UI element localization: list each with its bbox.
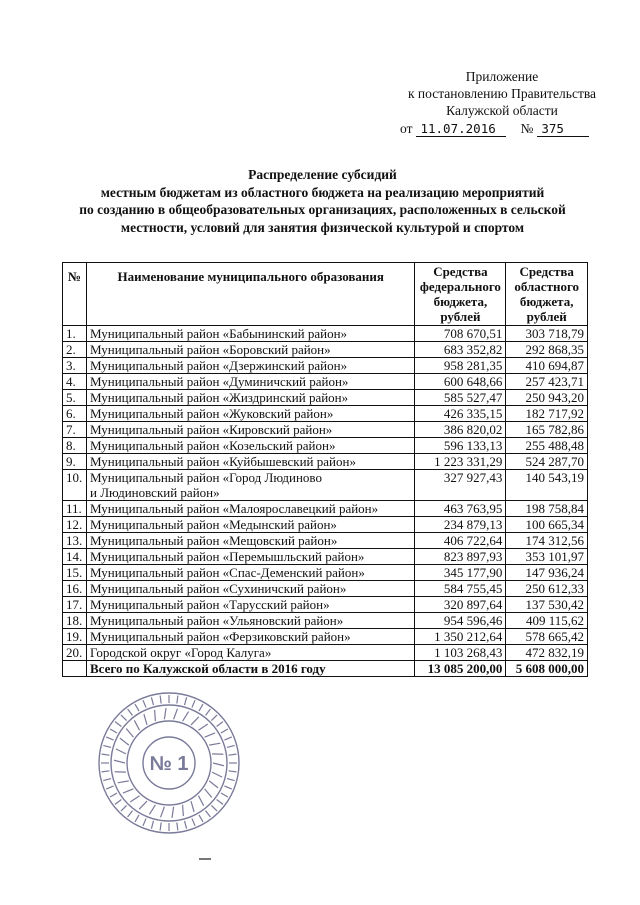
seal-number: № 1 <box>149 753 189 775</box>
municipality-name <box>87 533 415 549</box>
scan-mark <box>199 858 211 860</box>
seal-ring-mark <box>106 737 113 740</box>
appendix-header <box>392 68 612 119</box>
seal-ring-mark <box>128 709 133 715</box>
seal-inner-mark <box>155 710 156 721</box>
row-number: 16. <box>63 581 87 597</box>
seal-ring-mark <box>211 805 217 811</box>
municipality-name-line: Муниципальный район «Тарусский район» <box>90 597 330 612</box>
table-row <box>63 645 588 661</box>
seal-ring-mark <box>227 745 235 747</box>
regional-amount: 140 543,19 <box>506 470 588 501</box>
municipality-name <box>87 326 415 342</box>
total-label: Всего по Калужской области в 2016 году <box>87 661 415 677</box>
seal-inner-mark <box>164 708 166 719</box>
row-number: 7. <box>63 422 87 438</box>
header-municipality: Наименование муниципального образования <box>87 263 415 326</box>
seal-inner-mark <box>120 738 129 745</box>
federal-amount: 683 352,82 <box>415 342 506 358</box>
federal-amount: 584 755,45 <box>415 581 506 597</box>
total-row <box>63 661 588 677</box>
number-label: № <box>520 121 534 136</box>
federal-amount: 234 879,13 <box>415 517 506 533</box>
federal-amount: 345 177,90 <box>415 565 506 581</box>
seal-inner-mark <box>114 760 125 763</box>
seal-inner-mark <box>118 781 129 783</box>
seal-inner-mark <box>123 789 133 793</box>
seal-ring-mark <box>151 821 153 829</box>
municipality-name <box>87 358 415 374</box>
seal-ring-mark <box>121 805 127 811</box>
regional-amount: 257 423,71 <box>506 374 588 390</box>
appendix-line: Приложение <box>465 69 539 84</box>
table-row <box>63 549 588 565</box>
municipality-name-line: Муниципальный район «Куйбышевский район» <box>90 454 356 469</box>
seal-inner-mark <box>126 728 133 737</box>
seal-inner-mark <box>174 709 178 720</box>
row-number: 10. <box>63 470 87 501</box>
seal-ring-mark <box>199 815 203 822</box>
table-row <box>63 406 588 422</box>
seal-inner-mark <box>209 743 220 745</box>
row-number: 11. <box>63 501 87 517</box>
municipality-name-line: Муниципальный район «Думиничский район» <box>90 374 349 389</box>
table-row <box>63 470 588 501</box>
regional-amount: 255 488,48 <box>506 438 588 454</box>
seal-ring-mark <box>128 811 133 817</box>
seal-inner-mark <box>209 781 218 788</box>
table-row <box>63 326 588 342</box>
municipality-name-line: Муниципальный район «Жиздринский район» <box>90 390 349 405</box>
federal-amount: 823 897,93 <box>415 549 506 565</box>
seal-ring-mark <box>106 786 113 789</box>
municipality-name <box>87 454 415 470</box>
seal-inner-mark <box>144 714 147 725</box>
municipality-name <box>87 645 415 661</box>
seal-ring-mark <box>160 696 161 704</box>
table-row <box>63 565 588 581</box>
seal-inner-mark <box>205 733 215 737</box>
federal-amount: 954 596,46 <box>415 613 506 629</box>
row-number: 14. <box>63 549 87 565</box>
table-row <box>63 501 588 517</box>
regional-amount: 165 782,86 <box>506 422 588 438</box>
table-row <box>63 422 588 438</box>
regional-amount: 409 115,62 <box>506 613 588 629</box>
table-row <box>63 454 588 470</box>
seal-inner-mark <box>183 712 189 722</box>
municipality-name <box>87 470 415 501</box>
row-number: 9. <box>63 454 87 470</box>
row-number: 18. <box>63 613 87 629</box>
table-row <box>63 438 588 454</box>
seal-ring-mark <box>135 815 139 822</box>
header-number: № <box>63 263 87 326</box>
seal-inner-mark <box>172 807 174 818</box>
row-number: 15. <box>63 565 87 581</box>
municipality-name <box>87 422 415 438</box>
title-line: местным бюджетам из областного бюджета на реализацию мероприятий <box>100 184 545 200</box>
row-number: 4. <box>63 374 87 390</box>
header-federal-budget: Средства федерального бюджета, рублей <box>415 263 506 326</box>
regional-amount: 292 868,35 <box>506 342 588 358</box>
seal-ring-mark <box>160 822 161 830</box>
seal-ring-mark <box>217 800 223 805</box>
municipality-name-line: Муниципальный район «Перемышльский район» <box>90 549 365 564</box>
municipality-name-line: Муниципальный район «Город Людиново <box>90 470 322 485</box>
resolution-number: 375 <box>537 122 589 137</box>
seal-ring-mark <box>143 818 146 825</box>
federal-amount: 327 927,43 <box>415 470 506 501</box>
regional-amount: 353 101,97 <box>506 549 588 565</box>
seal-ring-mark <box>177 696 178 704</box>
seal-ring-mark <box>185 697 187 705</box>
municipality-name-line: Муниципальный район «Ферзиковский район» <box>90 629 351 644</box>
municipality-name <box>87 501 415 517</box>
table-row <box>63 533 588 549</box>
resolution-date: 11.07.2016 <box>416 122 506 137</box>
seal-ring-mark <box>221 729 228 733</box>
federal-amount: 406 722,64 <box>415 533 506 549</box>
subsidies-table <box>62 262 588 677</box>
table-row <box>63 581 588 597</box>
table-row <box>63 342 588 358</box>
regional-amount: 303 718,79 <box>506 326 588 342</box>
row-number: 19. <box>63 629 87 645</box>
seal-ring-mark <box>102 754 110 755</box>
seal-ring-mark <box>151 697 153 705</box>
header-regional-budget: Средства областного бюджета, рублей <box>506 263 588 326</box>
total-federal: 13 085 200,00 <box>415 661 506 677</box>
regional-amount: 250 612,33 <box>506 581 588 597</box>
municipality-name-line: Муниципальный район «Медынский район» <box>90 517 337 532</box>
seal-inner-mark <box>198 724 207 730</box>
row-number: 8. <box>63 438 87 454</box>
seal-ring-mark <box>143 700 146 707</box>
table-row <box>63 358 588 374</box>
municipality-name-line: Городской округ «Город Калуга» <box>90 645 272 660</box>
municipality-name <box>87 374 415 390</box>
seal-ring-mark <box>102 771 110 772</box>
federal-amount: 1 103 268,43 <box>415 645 506 661</box>
seal-inner-mark <box>130 796 139 802</box>
seal-ring-mark <box>103 779 111 781</box>
table-row <box>63 613 588 629</box>
federal-amount: 708 670,51 <box>415 326 506 342</box>
municipality-name <box>87 613 415 629</box>
seal-inner-mark <box>139 801 147 809</box>
municipality-name <box>87 581 415 597</box>
regional-amount: 182 717,92 <box>506 406 588 422</box>
seal-inner-mark <box>183 805 184 816</box>
municipality-name <box>87 406 415 422</box>
seal-inner-mark <box>134 720 139 730</box>
seal-ring-mark <box>211 715 217 721</box>
row-number: 13. <box>63 533 87 549</box>
appendix-line: к постановлению Правительства <box>407 86 597 101</box>
total-number-cell <box>63 661 87 677</box>
document-title <box>60 166 585 236</box>
row-number: 17. <box>63 597 87 613</box>
resolution-reference <box>400 121 610 137</box>
seal-ring-mark <box>135 704 139 711</box>
federal-amount: 320 897,64 <box>415 597 506 613</box>
seal-ring-mark <box>228 754 236 755</box>
federal-amount: 1 223 331,29 <box>415 454 506 470</box>
municipality-name-line: Муниципальный район «Козельский район» <box>90 438 336 453</box>
regional-amount: 578 665,42 <box>506 629 588 645</box>
seal-inner-mark <box>191 717 199 725</box>
municipality-name-line: Муниципальный район «Боровский район» <box>90 342 331 357</box>
municipality-name <box>87 597 415 613</box>
row-number: 12. <box>63 517 87 533</box>
seal-ring-mark <box>185 821 187 829</box>
seal-inner-mark <box>198 796 203 806</box>
seal-inner-mark <box>116 749 126 754</box>
federal-amount: 463 763,95 <box>415 501 506 517</box>
seal-ring-mark <box>177 822 178 830</box>
table-row <box>63 597 588 613</box>
seal-ring-mark <box>192 818 195 825</box>
seal-ring-mark <box>206 709 211 715</box>
seal-ring-mark <box>228 771 236 772</box>
seal-ring-mark <box>199 704 203 711</box>
appendix-line: Калужской области <box>446 103 558 118</box>
municipality-name <box>87 549 415 565</box>
municipality-name <box>87 390 415 406</box>
municipality-name-line: Муниципальный район «Жуковский район» <box>90 406 334 421</box>
municipality-name <box>87 565 415 581</box>
seal-ring-mark <box>221 793 228 797</box>
seal-ring-mark <box>227 779 235 781</box>
row-number: 6. <box>63 406 87 422</box>
regional-amount: 250 943,20 <box>506 390 588 406</box>
municipality-name-line: и Людиновский район» <box>90 485 220 500</box>
seal-ring-mark <box>206 811 211 817</box>
municipality-name <box>87 629 415 645</box>
date-prefix: от <box>400 121 413 136</box>
row-number: 5. <box>63 390 87 406</box>
official-seal <box>96 690 242 836</box>
seal-ring-mark <box>224 737 231 740</box>
row-number: 3. <box>63 358 87 374</box>
federal-amount: 958 281,35 <box>415 358 506 374</box>
municipality-name <box>87 342 415 358</box>
municipality-name-line: Муниципальный район «Дзержинский район» <box>90 358 348 373</box>
seal-ring-mark <box>224 786 231 789</box>
table-row <box>63 374 588 390</box>
federal-amount: 600 648,66 <box>415 374 506 390</box>
row-number: 2. <box>63 342 87 358</box>
municipality-name <box>87 517 415 533</box>
total-regional: 5 608 000,00 <box>506 661 588 677</box>
row-number: 1. <box>63 326 87 342</box>
municipality-name-line: Муниципальный район «Сухиничский район» <box>90 581 347 596</box>
seal-inner-mark <box>212 772 222 777</box>
municipality-name <box>87 438 415 454</box>
seal-ring-mark <box>103 745 111 747</box>
regional-amount: 174 312,56 <box>506 533 588 549</box>
regional-amount: 524 287,70 <box>506 454 588 470</box>
title-line: Распределение субсидий <box>248 167 397 182</box>
seal-inner-mark <box>191 801 194 812</box>
table-row <box>63 629 588 645</box>
seal-inner-mark <box>149 805 155 815</box>
municipality-name-line: Муниципальный район «Ульяновский район» <box>90 613 344 628</box>
row-number: 20. <box>63 645 87 661</box>
regional-amount: 410 694,87 <box>506 358 588 374</box>
seal-ring-mark <box>121 715 127 721</box>
title-line: местности, условий для занятия физической культурой и спортом <box>120 219 525 235</box>
seal-ring-mark <box>115 800 121 805</box>
municipality-name-line: Муниципальный район «Кировский район» <box>90 422 333 437</box>
seal-inner-mark <box>213 763 224 766</box>
federal-amount: 386 820,02 <box>415 422 506 438</box>
seal-ring-mark <box>115 722 121 727</box>
regional-amount: 147 936,24 <box>506 565 588 581</box>
table-header-row <box>63 263 588 326</box>
seal-ring-mark <box>110 793 117 797</box>
federal-amount: 426 335,15 <box>415 406 506 422</box>
table-row <box>63 517 588 533</box>
regional-amount: 472 832,19 <box>506 645 588 661</box>
federal-amount: 585 527,47 <box>415 390 506 406</box>
seal-ring-mark <box>110 729 117 733</box>
regional-amount: 100 665,34 <box>506 517 588 533</box>
seal-ring-mark <box>217 722 223 727</box>
seal-inner-mark <box>161 807 165 818</box>
seal-ring-mark <box>192 700 195 707</box>
municipality-name-line: Муниципальный район «Мещовский район» <box>90 533 338 548</box>
municipality-name-line: Муниципальный район «Спас-Деменский район» <box>90 565 365 580</box>
regional-amount: 198 758,84 <box>506 501 588 517</box>
federal-amount: 1 350 212,64 <box>415 629 506 645</box>
municipality-name-line: Муниципальный район «Бабынинский район» <box>90 326 348 341</box>
seal-inner-mark <box>205 789 212 798</box>
federal-amount: 596 133,13 <box>415 438 506 454</box>
regional-amount: 137 530,42 <box>506 597 588 613</box>
municipality-name-line: Муниципальный район «Малоярославецкий район» <box>90 501 379 516</box>
title-line: по созданию в общеобразовательных организациях, расположенных в сельской <box>79 202 566 217</box>
table-row <box>63 390 588 406</box>
